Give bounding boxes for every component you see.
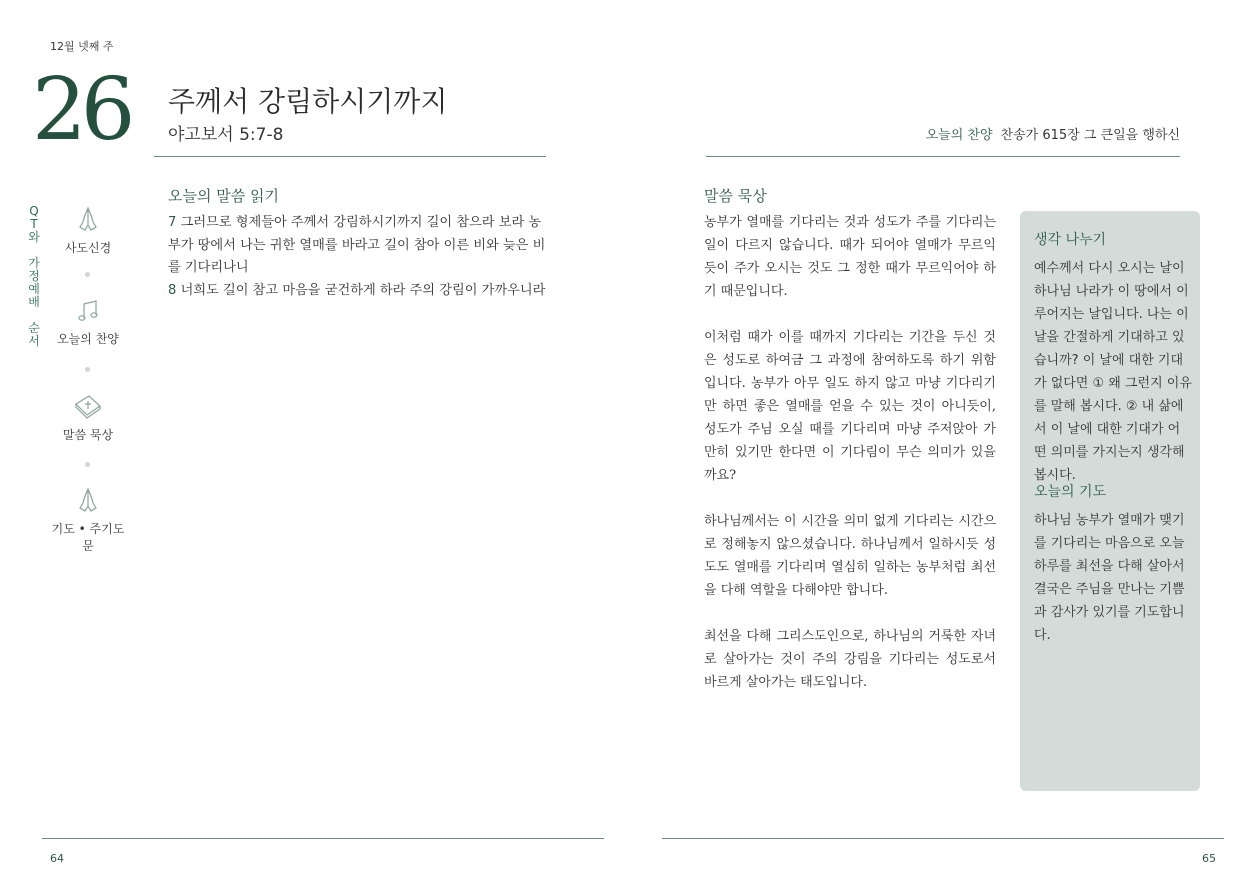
prayer-text: 하나님 농부가 열매가 맺기를 기다리는 마음으로 오늘 하루를 최선을 다해 살아서 결국은 주님을 만나는 기쁨과 감사가 있기를 기도합니다. xyxy=(1034,513,1185,643)
order-separator-dot xyxy=(85,272,90,277)
footer-divider xyxy=(662,838,1224,839)
share-heading: 생각 나누기 xyxy=(1034,232,1107,248)
day-number: 26 xyxy=(32,60,130,160)
order-item-prayer xyxy=(46,486,130,554)
meditation-paragraph: 이처럼 때가 이를 때까지 기다리는 기간을 두신 것은 성도로 하여금 그 과정에 참여하도록 하기 위함입니다. 농부가 아무 일도 하지 않고 마냥 기다리기만 하면 좋은 열매를 얻을 수 있는 것이 아니듯이, 성도가 주님 오실 때를 기다리며 마냥 주저앉아 가만히 있기만 한다면 이 기다림이 무슨 의미가 있을까요? xyxy=(704,330,996,483)
verse-text: 그러므로 형제들아 주께서 강림하시기까지 길이 참으라 보라 농부가 땅에서 나는 귀한 열매를 바라고 길이 참아 이른 비와 늦은 비를 기다리나니 xyxy=(168,215,546,275)
hymn-of-the-day xyxy=(926,124,1180,143)
reading-heading: 오늘의 말씀 읽기 xyxy=(168,187,279,205)
page-number: 65 xyxy=(1202,852,1216,865)
side-panel xyxy=(1020,211,1200,791)
verse xyxy=(168,212,548,280)
order-item-hymn xyxy=(46,298,130,347)
order-label-char: 예 xyxy=(28,282,40,296)
verse-number: 8 xyxy=(168,282,177,298)
meditation-paragraph: 최선을 다해 그리스도인으로, 하나님의 거룩한 자녀로 살아가는 것이 주의 강림을 기다리는 성도로서 바르게 살아가는 태도입니다. xyxy=(704,629,996,690)
footer-divider xyxy=(42,838,604,839)
verse-number: 7 xyxy=(168,215,177,230)
bible-icon xyxy=(73,392,103,420)
scripture-reference: 야고보서 5:7-8 xyxy=(168,125,284,145)
hymn-value: 찬송가 615장 그 큰일을 행하신 xyxy=(1000,128,1180,143)
hymn-label: 오늘의 찬양 xyxy=(925,128,993,143)
order-label-char: Q xyxy=(29,204,39,218)
order-item-meditation xyxy=(46,392,130,443)
music-note-icon xyxy=(74,298,102,324)
order-label-char: 서 xyxy=(28,334,40,348)
order-label-char: 배 xyxy=(28,295,40,309)
week-label: 12월 넷째 주 xyxy=(50,40,114,53)
order-label-char: 가 xyxy=(28,256,40,270)
header-divider xyxy=(706,156,1180,157)
order-separator-dot xyxy=(85,367,90,372)
meditation-heading: 말씀 묵상 xyxy=(704,187,767,205)
header-divider xyxy=(154,156,546,157)
order-item-label: 사도신경 xyxy=(64,241,112,255)
verse xyxy=(168,280,548,303)
order-item-creed xyxy=(46,205,130,256)
order-separator-dot xyxy=(85,462,90,467)
praying-hands-icon xyxy=(74,486,102,514)
order-vertical-label xyxy=(26,205,42,348)
order-item-label: 기도 • 주기도문 xyxy=(51,522,125,553)
meditation-paragraph: 하나님께서는 이 시간을 의미 없게 기다리는 시간으로 정해놓지 않으셨습니다. 하나님께서 일하시듯 성도도 열매를 기다리며 열심히 일하는 농부처럼 최선을 다해 역할을 다해야만 합니다. xyxy=(704,514,996,598)
prayer-heading: 오늘의 기도 xyxy=(1034,484,1107,500)
verse-text: 너희도 길이 참고 마음을 굳건하게 하라 주의 강림이 가까우니라 xyxy=(176,282,546,298)
scripture-reading xyxy=(168,212,548,302)
meditation-body xyxy=(704,211,996,717)
page-title: 주께서 강림하시기까지 xyxy=(168,85,448,118)
order-label-char: 정 xyxy=(28,269,40,283)
order-item-label: 말씀 묵상 xyxy=(62,428,114,442)
praying-hands-icon xyxy=(74,205,102,233)
order-label-char: 순 xyxy=(28,321,40,335)
page-number: 64 xyxy=(50,852,64,865)
order-label-char: 와 xyxy=(28,230,40,244)
meditation-paragraph: 농부가 열매를 기다리는 것과 성도가 주를 기다리는 일이 다르지 않습니다. 때가 되어야 열매가 무르익듯이 주가 오시는 것도 그 정한 때가 무르익어야 하기 때문입니다. xyxy=(704,215,996,299)
order-label-char: T xyxy=(30,217,38,231)
share-text: 예수께서 다시 오시는 날이 하나님 나라가 이 땅에서 이루어지는 날입니다. 나는 이 날을 간절하게 기대하고 있습니까? 이 날에 대한 기대가 없다면 ① 왜 그런지 이유를 말해 봅시다. ② 내 삶에서 이 날에 대한 기대가 어떤 의미를 가지는지 생각해 봅시다. xyxy=(1034,261,1192,483)
order-item-label: 오늘의 찬양 xyxy=(57,332,119,346)
